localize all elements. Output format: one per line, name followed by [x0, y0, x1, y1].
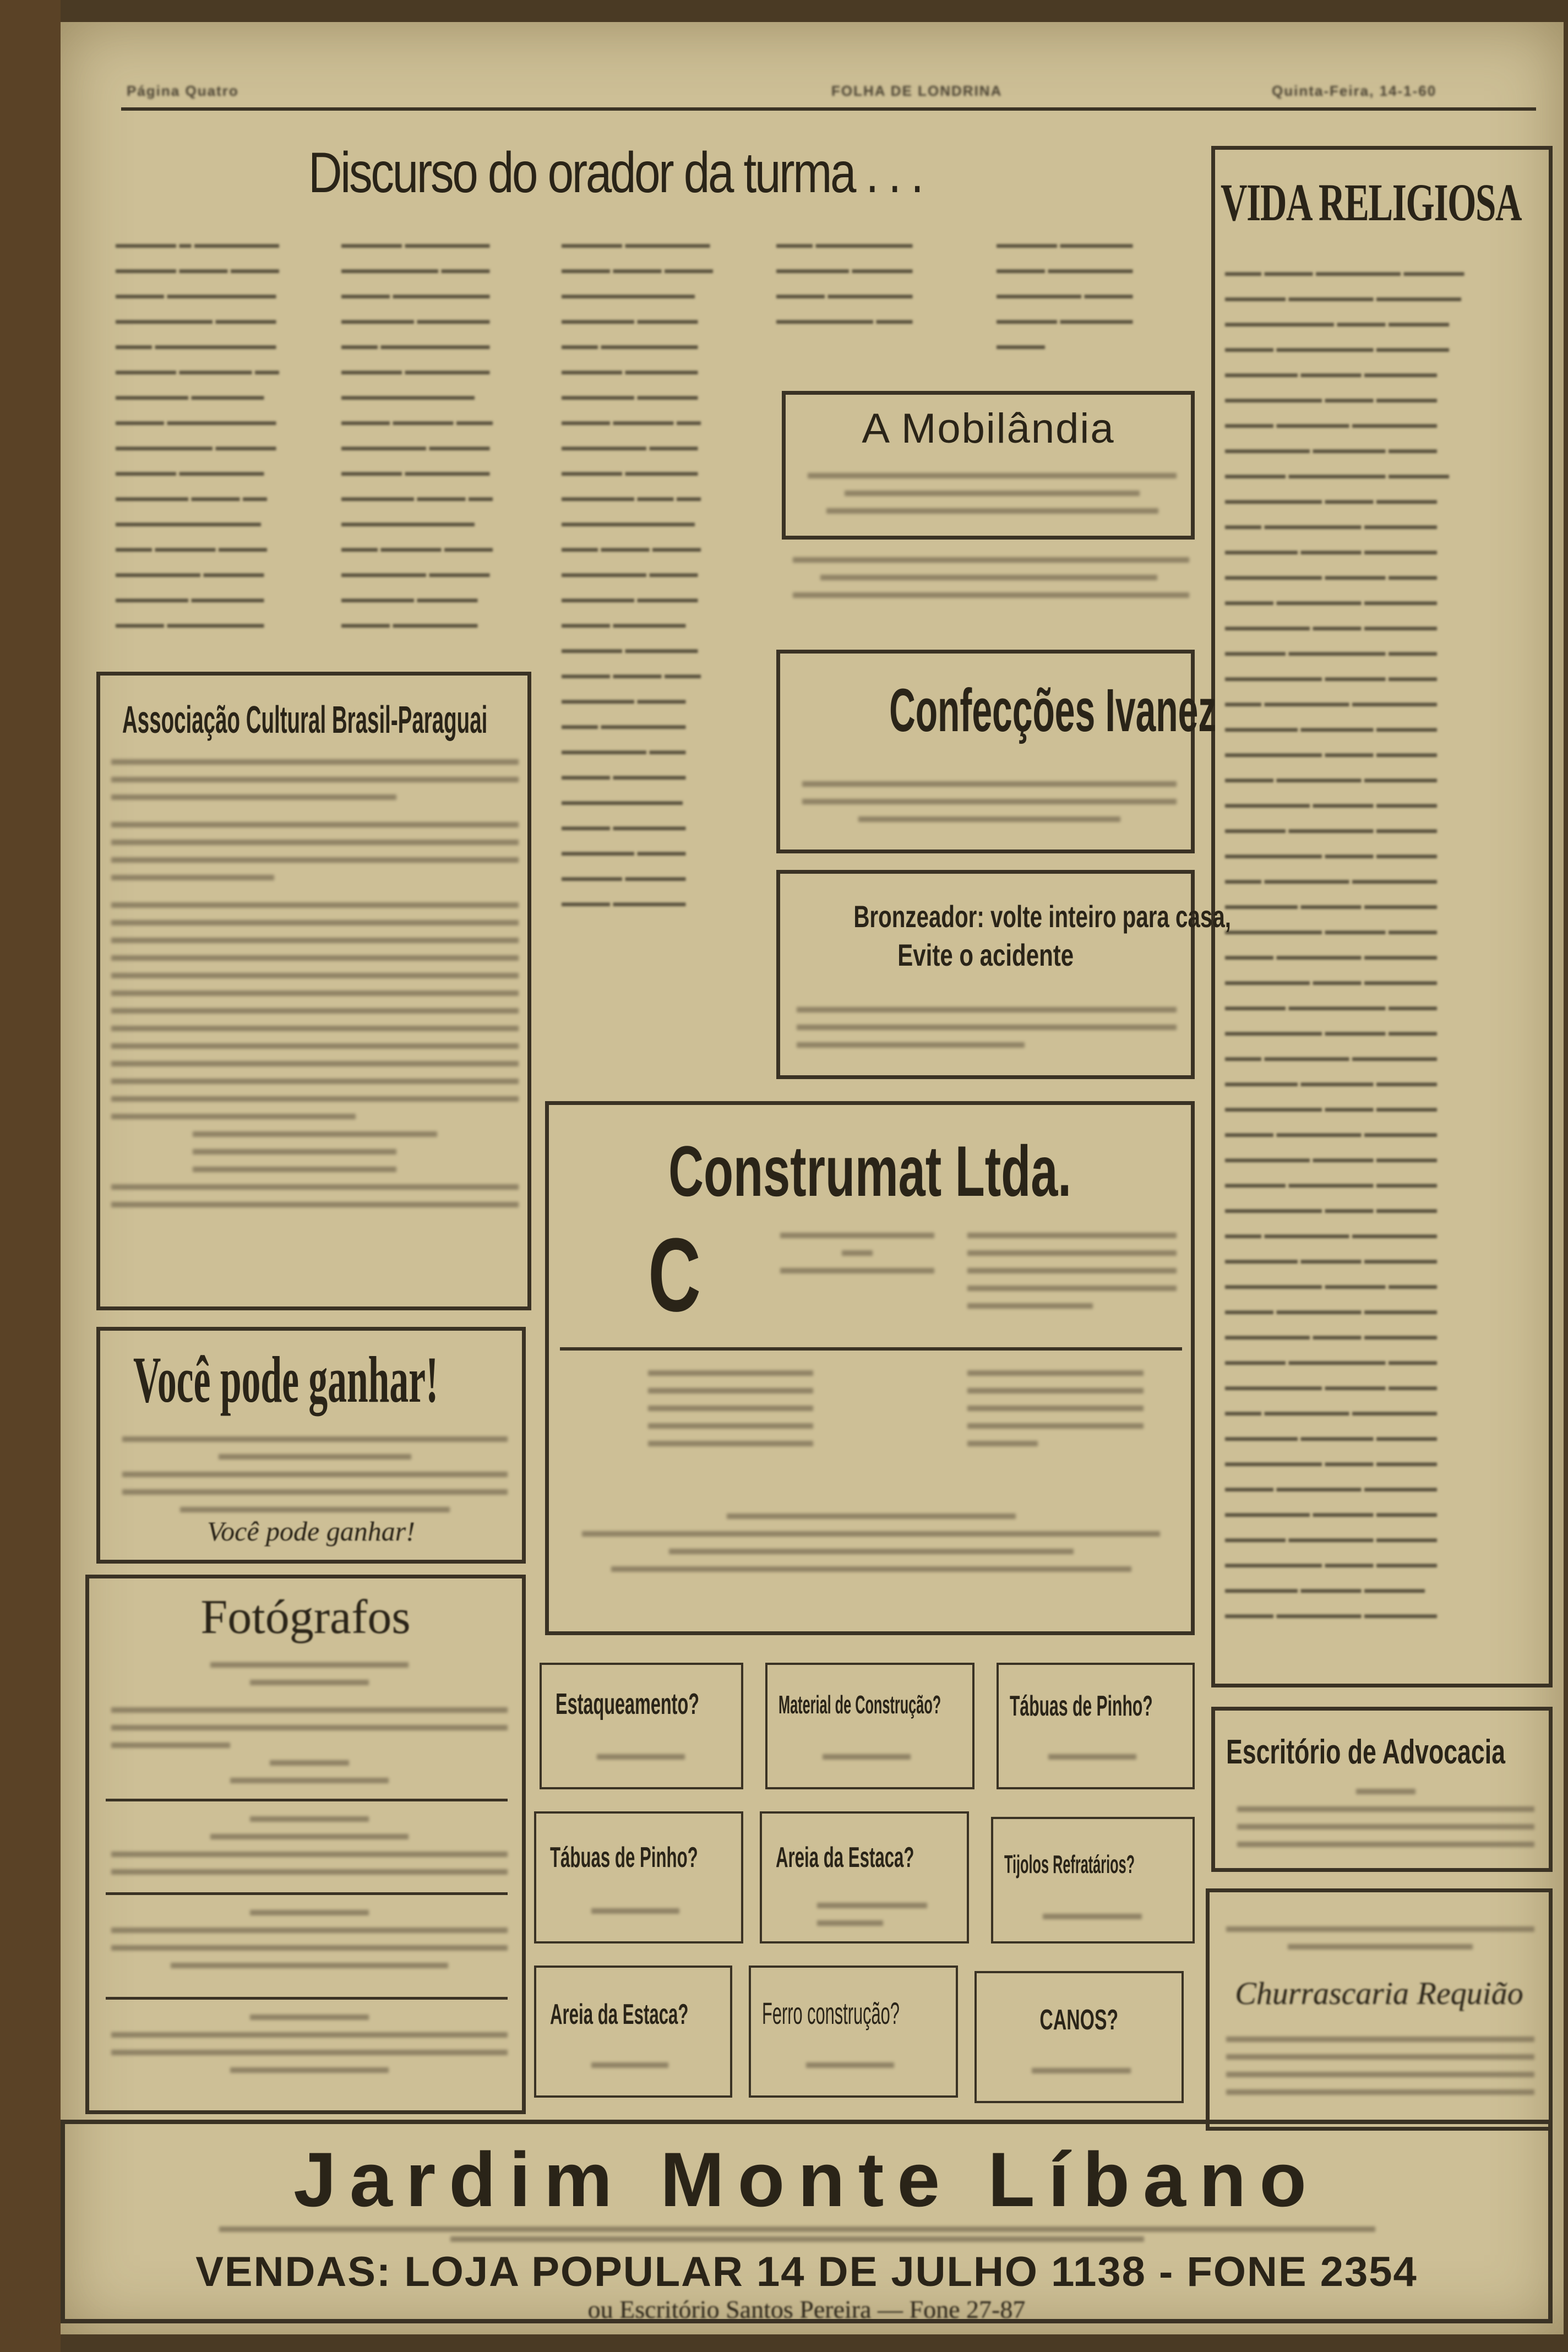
- bronzeador-line1-wrap: [780, 899, 1231, 934]
- article-column-3: ▬▬▬▬▬ ▬▬▬▬▬▬▬ ▬▬▬▬ ▬▬▬▬ ▬▬▬▬ ▬▬▬▬▬▬▬▬▬▬▬ ▬▬▬▬▬▬ ▬▬▬▬▬ ▬▬▬ ▬▬▬▬▬▬▬▬ ▬▬▬▬▬ ▬▬▬▬▬▬ ▬▬▬▬▬▬ ▬▬▬▬▬ ▬▬▬▬ ▬▬▬▬▬ ▬▬ ▬▬▬▬▬▬▬ ▬▬▬▬ ▬▬▬▬▬ ▬▬▬▬▬▬ ▬▬▬▬▬▬ ▬▬▬ ▬▬ ▬▬▬▬▬▬▬▬▬▬▬ ▬▬▬ ▬▬▬▬ ▬▬▬▬ ▬▬▬▬▬▬▬ ▬▬▬▬ ▬▬▬▬▬▬ ▬▬▬▬▬ ▬▬▬▬ ▬▬▬▬▬▬ ▬▬▬▬▬ ▬▬▬▬▬▬ ▬▬▬▬ ▬▬▬▬ ▬▬▬ ▬▬▬▬▬▬ ▬▬▬▬ ▬▬▬ ▬▬▬▬▬▬▬ ▬▬▬▬▬▬▬ ▬▬▬ ▬▬▬▬ ▬▬▬▬▬▬ ▬▬▬▬▬▬▬▬▬▬ ▬▬▬▬ ▬▬▬▬▬▬ ▬▬▬▬▬▬ ▬▬▬▬ ▬▬▬▬▬ ▬▬▬▬▬ ▬▬▬▬ ▬▬▬▬▬▬: [562, 237, 713, 909]
- small-ad-2: [765, 1663, 974, 1789]
- small-ad-5-title: Areia da Estaca?: [776, 1842, 914, 1874]
- construmat-footer: [582, 1501, 1160, 1584]
- escritorio-title: Escritório de Advocacia: [1226, 1733, 1505, 1771]
- fotografos-divider-1: [106, 1799, 508, 1801]
- small-ad-3-title: Tábuas de Pinho?: [1010, 1690, 1153, 1722]
- small-ad-9-details: [1032, 2056, 1131, 2086]
- ad-bronzeador: [776, 870, 1231, 1079]
- ad-fotografos: [85, 1575, 526, 2114]
- construmat-title: Construmat Ltda.: [668, 1131, 1071, 1211]
- small-ad-5-details: [817, 1891, 927, 1938]
- small-ad-7-details: [591, 2050, 668, 2080]
- small-ad-1: [540, 1663, 743, 1789]
- voce-pode-footer: Você pode ganhar!: [207, 1516, 415, 1547]
- mobilandia-title: A Mobilândia: [862, 405, 1115, 452]
- jardim-title: Jardim Monte Líbano: [293, 2136, 1320, 2223]
- newspaper-name: FOLHA DE LONDRINA: [831, 83, 1003, 99]
- bronzeador-details: [797, 995, 1177, 1060]
- mobilandia-details: [808, 461, 1177, 526]
- fotografos-listing-1: [111, 1650, 508, 1795]
- issue-date: Quinta-Feira, 14-1-60: [1272, 83, 1437, 99]
- voce-pode-title: Você pode ganhar!: [133, 1343, 439, 1416]
- small-ad-7: [534, 1966, 732, 2098]
- fotografos-divider-3: [106, 1997, 508, 2000]
- small-ad-6-title: Tijolos Refratários?: [1004, 1850, 1135, 1879]
- small-ad-1-title: Estaqueamento?: [556, 1687, 700, 1721]
- construmat-products-left: [780, 1221, 934, 1286]
- ad-associacao-cultural: [96, 672, 531, 1310]
- small-ad-5: [760, 1811, 969, 1943]
- small-ad-6-details: [1043, 1902, 1142, 1931]
- mobilandia-caption: [793, 545, 1189, 610]
- article-title: Discurso do orador da turma . . .: [308, 141, 922, 205]
- bronzeador-line1: Bronzeador: volte inteiro para casa,: [853, 899, 1231, 934]
- small-ad-2-details: [823, 1742, 911, 1772]
- article-column-2: ▬▬▬▬▬ ▬▬▬▬▬▬▬ ▬▬▬▬▬▬▬▬ ▬▬▬▬ ▬▬▬▬ ▬▬▬▬▬▬▬▬ ▬▬▬▬▬▬ ▬▬▬▬▬▬ ▬▬▬ ▬▬▬▬▬▬▬▬▬ ▬▬▬▬▬ ▬▬▬▬▬▬▬ ▬▬▬▬▬▬▬▬▬▬▬ ▬▬▬▬ ▬▬▬▬▬ ▬▬▬ ▬▬▬▬▬▬▬ ▬▬▬▬▬ ▬▬▬▬▬ ▬▬▬▬▬▬▬ ▬▬▬▬▬▬ ▬▬▬▬ ▬▬ ▬▬▬▬▬▬▬▬▬▬▬ ▬▬▬ ▬▬▬▬▬ ▬▬▬▬ ▬▬▬▬▬▬▬ ▬▬▬▬▬ ▬▬▬▬▬▬ ▬▬▬▬▬ ▬▬▬▬ ▬▬▬▬▬▬▬: [341, 237, 493, 630]
- newspaper-page: [61, 22, 1564, 2334]
- small-ad-7-title: Areia da Estaca?: [550, 1999, 689, 2030]
- jardim-escritorio: ou Escritório Santos Pereira — Fone 27-87: [587, 2295, 1026, 2323]
- book-binding-edge: [0, 0, 61, 2352]
- small-ad-8-title: Ferro construção?: [762, 1996, 900, 2030]
- associacao-table: [111, 747, 519, 1219]
- churrascaria-details: [1226, 2024, 1534, 2107]
- fotografos-listing-4: [111, 2002, 508, 2085]
- fotografos-listing-3: [111, 1898, 508, 1980]
- small-ad-4-details: [591, 1896, 679, 1926]
- construmat-products-right: [967, 1221, 1177, 1321]
- small-ad-3-details: [1048, 1742, 1136, 1772]
- article-column-4: ▬▬▬ ▬▬▬▬▬▬▬▬ ▬▬▬▬▬▬ ▬▬▬▬▬ ▬▬▬▬ ▬▬▬▬▬▬▬ ▬▬▬▬▬▬▬▬ ▬▬▬: [776, 237, 913, 326]
- ad-escritorio-advocacia: [1211, 1707, 1553, 1872]
- ad-confeccoes-ivanez: [776, 650, 1217, 853]
- small-ad-9: [974, 1971, 1184, 2103]
- fotografos-divider-2: [106, 1892, 508, 1895]
- jardim-subtitle: [219, 2222, 1375, 2246]
- jardim-vendas: VENDAS: LOJA POPULAR 14 DE JULHO 1138 - FONE 2354: [195, 2248, 1418, 2295]
- article-column-1: ▬▬▬▬▬ ▬ ▬▬▬▬▬▬▬ ▬▬▬▬▬ ▬▬▬▬ ▬▬▬▬ ▬▬▬▬ ▬▬▬▬▬▬▬▬▬ ▬▬▬▬▬▬▬▬ ▬▬▬▬▬ ▬▬▬ ▬▬▬▬▬▬▬▬▬▬ ▬▬▬▬▬ ▬▬▬▬▬▬ ▬▬ ▬▬▬▬▬▬ ▬▬▬▬▬▬ ▬▬▬▬ ▬▬▬▬▬▬▬▬▬ ▬▬▬▬▬▬▬▬ ▬▬▬▬▬ ▬▬▬▬▬ ▬▬▬▬▬▬▬ ▬▬▬▬▬▬ ▬▬▬▬ ▬▬ ▬▬▬▬▬▬▬▬▬▬▬▬ ▬▬▬ ▬▬▬▬▬ ▬▬▬▬ ▬▬▬▬▬▬▬ ▬▬▬▬▬ ▬▬▬▬▬▬ ▬▬▬▬▬▬ ▬▬▬▬ ▬▬▬▬▬▬▬▬: [116, 237, 279, 630]
- ad-churrascaria: [1206, 1888, 1553, 2131]
- vida-religiosa-title: VIDA RELIGIOSA: [1221, 173, 1522, 232]
- voce-pode-details: [122, 1424, 508, 1525]
- confeccoes-title-wrap: [780, 676, 1217, 745]
- vida-religiosa-column: [1211, 146, 1553, 1687]
- construmat-logo: C: [648, 1217, 701, 1333]
- confeccoes-details: [802, 769, 1177, 834]
- small-ad-4: [534, 1811, 743, 1943]
- churrascaria-header: [1226, 1914, 1534, 1962]
- bronzeador-line2-wrap: [780, 937, 1191, 973]
- small-ad-9-title: CANOS?: [1039, 2004, 1119, 2036]
- associacao-title-wrap: [122, 698, 786, 742]
- small-ad-3: [997, 1663, 1195, 1789]
- page-number: Página Quatro: [127, 83, 239, 99]
- article-column-5: ▬▬▬▬▬ ▬▬▬▬▬▬ ▬▬▬▬ ▬▬▬▬▬▬▬ ▬▬▬▬▬▬▬ ▬▬▬▬ ▬▬▬▬▬ ▬▬▬▬▬▬ ▬▬▬▬: [997, 237, 1133, 352]
- fotografos-title: Fotógrafos: [200, 1591, 411, 1644]
- small-ad-8-details: [806, 2050, 894, 2080]
- small-ad-8: [749, 1966, 958, 2098]
- ad-mobilandia: [782, 391, 1195, 540]
- voce-pode-title-wrap: [133, 1342, 660, 1418]
- fotografos-listing-2: [111, 1804, 508, 1887]
- escritorio-details: [1237, 1777, 1534, 1859]
- bronzeador-line2: Evite o acidente: [897, 938, 1074, 972]
- small-ad-4-title: Tábuas de Pinho?: [550, 1842, 698, 1874]
- small-ad-2-title: Material de Construção?: [778, 1690, 941, 1719]
- construmat-list-left: [648, 1358, 813, 1458]
- confeccoes-title: Confecções Ivanez: [889, 677, 1217, 744]
- small-ad-6: [991, 1817, 1195, 1943]
- construmat-list-right: [967, 1358, 1144, 1458]
- construmat-title-wrap: [549, 1130, 1191, 1212]
- header-rule: [121, 107, 1536, 111]
- ad-jardim-monte-libano: [61, 2120, 1553, 2323]
- ad-voce-pode-ganhar: [96, 1327, 526, 1564]
- vida-religiosa-text: ▬▬▬ ▬▬▬▬ ▬▬▬▬▬▬▬ ▬▬▬▬▬ ▬▬▬▬▬ ▬▬▬▬▬▬▬ ▬▬▬▬▬▬▬ ▬▬▬▬▬▬▬▬▬ ▬▬▬▬ ▬▬▬▬▬ ▬▬▬▬ ▬▬▬▬▬▬▬▬ ▬▬▬▬▬▬ ▬▬▬▬▬▬ ▬▬▬▬▬ ▬▬▬▬▬▬ ▬▬▬▬▬▬▬▬ ▬▬▬▬ ▬▬▬▬▬ ▬▬▬▬ ▬▬▬▬▬▬ ▬▬▬▬▬▬▬ ▬▬▬▬▬▬▬ ▬▬▬▬▬▬ ▬▬▬▬ ▬▬▬▬▬ ▬▬▬▬▬▬▬▬ ▬▬▬▬▬ ▬▬▬▬▬▬▬▬ ▬▬▬▬ ▬▬▬▬▬ ▬▬▬ ▬▬▬▬▬▬▬▬ ▬▬▬▬▬▬ ▬▬▬▬▬▬ ▬▬▬▬▬ ▬▬▬▬▬▬ ▬▬▬▬▬▬▬▬ ▬▬▬▬▬ ▬▬▬▬ ▬▬▬▬ ▬▬▬▬▬▬▬ ▬▬▬▬▬▬ ▬▬▬▬▬▬▬ ▬▬▬▬ ▬▬▬▬▬▬ ▬▬▬▬▬ ▬▬▬▬▬▬▬▬ ▬▬▬▬ ▬▬▬▬▬▬▬▬ ▬▬▬▬▬ ▬▬▬▬ ▬▬▬ ▬▬▬▬▬▬▬ ▬▬▬▬▬▬▬ ▬▬▬▬▬▬ ▬▬▬▬▬▬ ▬▬▬▬▬ ▬▬▬▬▬▬▬▬ ▬▬▬▬ ▬▬▬▬▬ ▬▬▬▬ ▬▬▬▬▬▬▬ ▬▬▬▬▬▬ ▬▬▬▬▬▬▬ ▬▬▬▬▬ ▬▬▬▬▬ ▬▬▬▬▬ ▬▬▬▬▬▬▬ ▬▬▬▬▬ ▬▬▬▬▬▬▬▬ ▬▬▬▬ ▬▬▬▬▬ ▬▬▬ ▬▬▬▬▬▬▬ ▬▬▬▬▬▬▬ ▬▬▬▬▬▬ ▬▬▬▬▬ ▬▬▬▬▬▬ ▬▬▬▬▬▬▬▬ ▬▬▬▬▬ ▬▬▬▬ ▬▬▬▬ ▬▬▬▬▬▬▬ ▬▬▬▬▬▬ ▬▬▬▬▬▬▬ ▬▬▬▬ ▬▬▬▬▬▬ ▬▬▬▬▬ ▬▬▬▬▬▬▬▬ ▬▬▬▬ ▬▬▬▬▬▬▬▬ ▬▬▬▬▬ ▬▬▬▬ ▬▬▬ ▬▬▬▬▬▬▬ ▬▬▬▬▬▬▬ ▬▬▬▬▬▬ ▬▬▬▬▬▬ ▬▬▬▬▬ ▬▬▬▬▬▬▬▬ ▬▬▬▬ ▬▬▬▬▬ ▬▬▬▬ ▬▬▬▬▬▬▬ ▬▬▬▬▬▬ ▬▬▬▬▬▬▬ ▬▬▬▬▬ ▬▬▬▬▬ ▬▬▬▬▬ ▬▬▬▬▬▬▬ ▬▬▬▬▬ ▬▬▬▬▬▬▬▬ ▬▬▬▬ ▬▬▬▬▬ ▬▬▬ ▬▬▬▬▬▬▬ ▬▬▬▬▬▬▬ ▬▬▬▬▬▬ ▬▬▬▬▬ ▬▬▬▬▬▬ ▬▬▬▬▬▬▬▬ ▬▬▬▬▬ ▬▬▬▬ ▬▬▬▬ ▬▬▬▬▬▬▬ ▬▬▬▬▬▬ ▬▬▬▬▬▬▬ ▬▬▬▬ ▬▬▬▬▬▬ ▬▬▬▬▬ ▬▬▬▬▬▬▬▬ ▬▬▬▬ ▬▬▬▬▬▬▬▬ ▬▬▬▬▬ ▬▬▬▬ ▬▬▬ ▬▬▬▬▬▬▬ ▬▬▬▬▬▬▬ ▬▬▬▬▬▬ ▬▬▬▬▬▬ ▬▬▬▬▬ ▬▬▬▬▬▬▬▬ ▬▬▬▬ ▬▬▬▬▬ ▬▬▬▬ ▬▬▬▬▬▬▬ ▬▬▬▬▬▬ ▬▬▬▬▬▬▬ ▬▬▬▬▬ ▬▬▬▬▬ ▬▬▬▬▬ ▬▬▬▬▬▬▬ ▬▬▬▬▬ ▬▬▬▬▬▬▬▬ ▬▬▬▬ ▬▬▬▬▬ ▬▬▬▬▬▬ ▬▬▬▬▬ ▬▬▬▬▬ ▬▬▬▬ ▬▬▬▬▬▬▬ ▬▬▬▬▬▬: [1225, 265, 1464, 1621]
- churrascaria-title: Churrascaria Requião: [1235, 1975, 1523, 2011]
- small-ad-1-details: [597, 1742, 685, 1772]
- associacao-title: Associação Cultural Brasil-Paraguai: [122, 698, 488, 741]
